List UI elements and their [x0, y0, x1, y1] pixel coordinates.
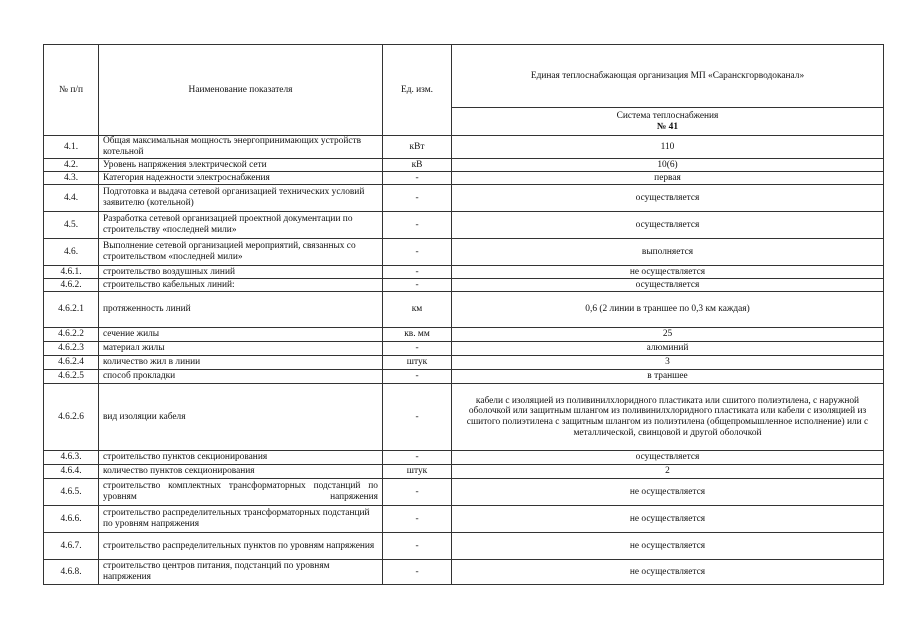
- row-unit: штук: [383, 465, 452, 479]
- row-unit: штук: [383, 356, 452, 370]
- row-number: 4.6.2.6: [44, 384, 99, 451]
- table-row: [44, 239, 884, 266]
- row-unit: кВ: [383, 159, 452, 172]
- row-indicator-name: Разработка сетевой организацией проектной документации по строительству «последней мили»: [99, 212, 383, 239]
- row-value: не осуществляется: [452, 479, 884, 506]
- row-number: 4.6.2.4: [44, 356, 99, 370]
- row-number: 4.6.1.: [44, 266, 99, 279]
- row-indicator-name: строительство комплектных трансформаторных подстанций по уровням напряжения: [99, 479, 383, 506]
- row-number: 4.5.: [44, 212, 99, 239]
- row-number: 4.6.2.3: [44, 342, 99, 356]
- header-row: [44, 45, 884, 108]
- row-unit: -: [383, 479, 452, 506]
- row-indicator-name: количество жил в линии: [99, 356, 383, 370]
- row-value: осуществляется: [452, 212, 884, 239]
- table-row: [44, 479, 884, 506]
- row-number: 4.6.2.: [44, 279, 99, 292]
- row-number: 4.6.5.: [44, 479, 99, 506]
- table-row: [44, 342, 884, 356]
- row-indicator-name: строительство распределительных пунктов по уровням напряжения: [99, 533, 383, 560]
- row-value: 3: [452, 356, 884, 370]
- table-row: [44, 136, 884, 159]
- row-number: 4.6.2.2: [44, 328, 99, 342]
- row-number: 4.6.3.: [44, 451, 99, 465]
- row-value: в траншее: [452, 370, 884, 384]
- row-value: не осуществляется: [452, 266, 884, 279]
- row-number: 4.6.2.1: [44, 292, 99, 328]
- header-unit: Ед. изм.: [383, 45, 452, 136]
- row-value: не осуществляется: [452, 560, 884, 585]
- row-indicator-name: сечение жилы: [99, 328, 383, 342]
- header-system: [452, 108, 884, 136]
- row-unit: -: [383, 451, 452, 465]
- row-number: 4.3.: [44, 172, 99, 185]
- header-indicator-name: Наименование показателя: [99, 45, 383, 136]
- row-unit: км: [383, 292, 452, 328]
- row-unit: -: [383, 185, 452, 212]
- table-row: [44, 172, 884, 185]
- row-value: осуществляется: [452, 451, 884, 465]
- row-indicator-name: Подготовка и выдача сетевой организацией технических условий заявителю (котельной): [99, 185, 383, 212]
- row-value: кабели с изоляцией из поливинилхлоридного пластиката или сшитого полиэтилена, с наружной оболочкой или защитным шлангом из поливинилхлоридного пластиката или кабели с изоляцией из сшитого полиэтилена с защитным шлангом из полиэтилена (общепромышленное исполнение) или с металлической, свинцовой и другой оболочкой: [452, 384, 884, 451]
- row-indicator-name: строительство кабельных линий:: [99, 279, 383, 292]
- table-row: [44, 185, 884, 212]
- parameters-table: [43, 44, 884, 585]
- row-indicator-name: строительство распределительных трансформаторных подстанций по уровням напряжения: [99, 506, 383, 533]
- row-indicator-name: строительство центров питания, подстанций по уровням напряжения: [99, 560, 383, 585]
- header-organization: Единая теплоснабжающая организация МП «Саранскгорводоканал»: [452, 45, 884, 108]
- row-value: 110: [452, 136, 884, 159]
- table-row: [44, 356, 884, 370]
- row-unit: -: [383, 266, 452, 279]
- row-number: 4.1.: [44, 136, 99, 159]
- row-number: 4.6.6.: [44, 506, 99, 533]
- table-row: [44, 159, 884, 172]
- table-row: [44, 451, 884, 465]
- row-unit: -: [383, 239, 452, 266]
- row-indicator-name: Общая максимальная мощность энергопринимающих устройств котельной: [99, 136, 383, 159]
- row-unit: кв. мм: [383, 328, 452, 342]
- row-value: 10(6): [452, 159, 884, 172]
- table-row: [44, 279, 884, 292]
- row-number: 4.6.: [44, 239, 99, 266]
- row-unit: -: [383, 370, 452, 384]
- table-row: [44, 212, 884, 239]
- system-number: № 41: [656, 121, 679, 132]
- row-indicator-name: материал жилы: [99, 342, 383, 356]
- row-value: 2: [452, 465, 884, 479]
- table-row: [44, 533, 884, 560]
- row-unit: -: [383, 212, 452, 239]
- table-row: [44, 370, 884, 384]
- row-value: 0,6 (2 линии в траншее по 0,3 км каждая): [452, 292, 884, 328]
- row-indicator-name: строительство воздушных линий: [99, 266, 383, 279]
- row-value: не осуществляется: [452, 533, 884, 560]
- table-row: [44, 465, 884, 479]
- row-indicator-name: количество пунктов секционирования: [99, 465, 383, 479]
- row-number: 4.6.2.5: [44, 370, 99, 384]
- row-unit: -: [383, 172, 452, 185]
- row-value: 25: [452, 328, 884, 342]
- row-number: 4.2.: [44, 159, 99, 172]
- row-indicator-name: Категория надежности электроснабжения: [99, 172, 383, 185]
- table-row: [44, 384, 884, 451]
- row-indicator-name: протяженность линий: [99, 292, 383, 328]
- table-row: [44, 560, 884, 585]
- row-number: 4.6.8.: [44, 560, 99, 585]
- row-value: первая: [452, 172, 884, 185]
- row-unit: -: [383, 506, 452, 533]
- table-body: [44, 136, 884, 585]
- table-row: [44, 292, 884, 328]
- row-indicator-name: Уровень напряжения электрической сети: [99, 159, 383, 172]
- row-number: 4.6.4.: [44, 465, 99, 479]
- row-value: осуществляется: [452, 185, 884, 212]
- row-unit: -: [383, 384, 452, 451]
- header-number: № п/п: [44, 45, 99, 136]
- row-value: осуществляется: [452, 279, 884, 292]
- row-value: не осуществляется: [452, 506, 884, 533]
- table-row: [44, 266, 884, 279]
- row-unit: -: [383, 533, 452, 560]
- row-unit: -: [383, 342, 452, 356]
- row-indicator-name: строительство пунктов секционирования: [99, 451, 383, 465]
- row-number: 4.6.7.: [44, 533, 99, 560]
- row-unit: -: [383, 279, 452, 292]
- row-value: алюминий: [452, 342, 884, 356]
- row-unit: кВт: [383, 136, 452, 159]
- row-number: 4.4.: [44, 185, 99, 212]
- row-indicator-name: Выполнение сетевой организацией мероприятий, связанных со строительством «последней мили»: [99, 239, 383, 266]
- row-indicator-name: способ прокладки: [99, 370, 383, 384]
- row-value: выполняется: [452, 239, 884, 266]
- table-row: [44, 506, 884, 533]
- row-indicator-name: вид изоляции кабеля: [99, 384, 383, 451]
- row-unit: -: [383, 560, 452, 585]
- system-label: Система теплоснабжения: [616, 110, 719, 121]
- table-row: [44, 328, 884, 342]
